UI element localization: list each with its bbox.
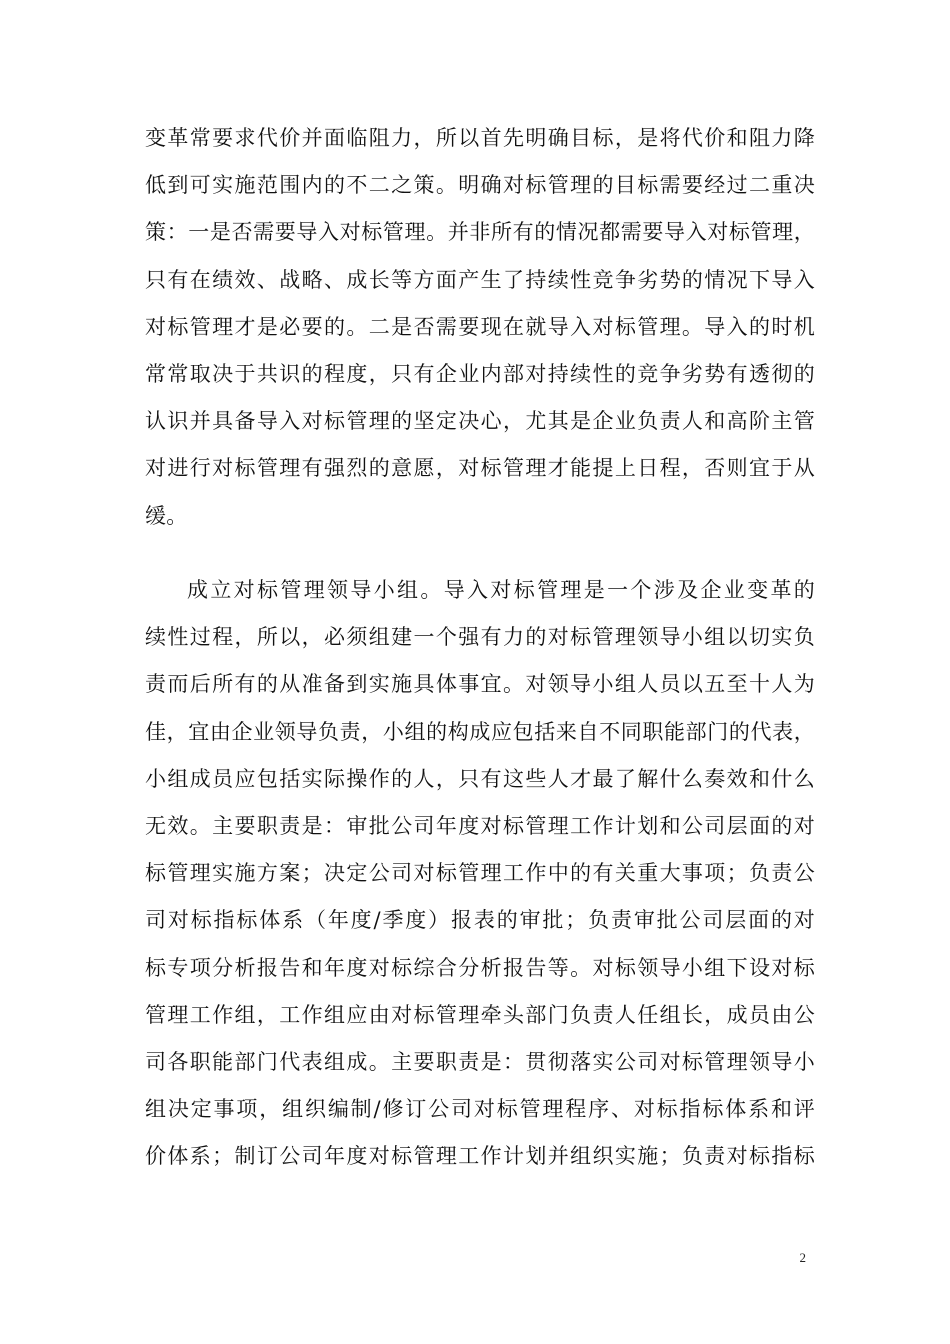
paragraph-1-line-7: 认识并具备导入对标管理的坚定决心，尤其是企业负责人和高阶主管 (145, 409, 815, 434)
paragraph-1-line-4: 只有在绩效、战略、成长等方面产生了持续性竞争劣势的情况下导入 (145, 267, 815, 292)
paragraph-2-line-5: 小组成员应包括实际操作的人，只有这些人才最了解什么奏效和什么 (145, 766, 815, 791)
paragraph-2-line-2: 续性过程，所以，必须组建一个强有力的对标管理领导小组以切实负 (145, 625, 815, 650)
paragraph-2-line-10: 管理工作组，工作组应由对标管理牵头部门负责人任组长，成员由公 (145, 1002, 815, 1027)
paragraph-1-line-1: 变革常要求代价并面临阻力，所以首先明确目标，是将代价和阻力降 (145, 126, 815, 150)
paragraph-2-line-1: 成立对标管理领导小组。导入对标管理是一个涉及企业变革的 (187, 578, 815, 602)
paragraph-1-line-5: 对标管理才是必要的。二是否需要现在就导入对标管理。导入的时机 (145, 314, 815, 339)
paragraph-1 (145, 115, 815, 540)
paragraph-2-line-9: 标专项分析报告和年度对标综合分析报告等。对标领导小组下设对标 (145, 955, 815, 980)
paragraph-2-line-3: 责而后所有的从准备到实施具体事宜。对领导小组人员以五至十人为 (145, 672, 815, 697)
paragraph-1-line-6: 常常取决于共识的程度，只有企业内部对持续性的竞争劣势有透彻的 (145, 361, 815, 386)
paragraph-2-line-6: 无效。主要职责是：审批公司年度对标管理工作计划和公司层面的对 (145, 813, 815, 838)
paragraph-2-line-11: 司各职能部门代表组成。主要职责是：贯彻落实公司对标管理领导小 (145, 1049, 815, 1074)
paragraph-2-line-4: 佳，宜由企业领导负责，小组的构成应包括来自不同职能部门的代表， (145, 719, 815, 744)
paragraph-1-line-2: 低到可实施范围内的不二之策。明确对标管理的目标需要经过二重决 (145, 173, 815, 198)
paragraph-2-line-12: 组决定事项，组织编制/修订公司对标管理程序、对标指标体系和评 (145, 1097, 815, 1122)
paragraph-2-line-7: 标管理实施方案；决定公司对标管理工作中的有关重大事项；负责公 (145, 861, 815, 886)
paragraph-1-line-9: 缓。 (145, 503, 188, 528)
page-number: 2 (799, 1250, 806, 1265)
paragraph-2-line-8: 司对标指标体系（年度/季度）报表的审批；负责审批公司层面的对 (145, 908, 815, 933)
paragraph-2-line-13: 价体系；制订公司年度对标管理工作计划并组织实施；负责对标指标 (145, 1144, 815, 1169)
paragraph-1-line-3: 策：一是否需要导入对标管理。并非所有的情况都需要导入对标管理， (145, 220, 815, 245)
paragraph-1-line-8: 对进行对标管理有强烈的意愿，对标管理才能提上日程，否则宜于从 (145, 456, 815, 481)
paragraph-2 (145, 567, 815, 1180)
